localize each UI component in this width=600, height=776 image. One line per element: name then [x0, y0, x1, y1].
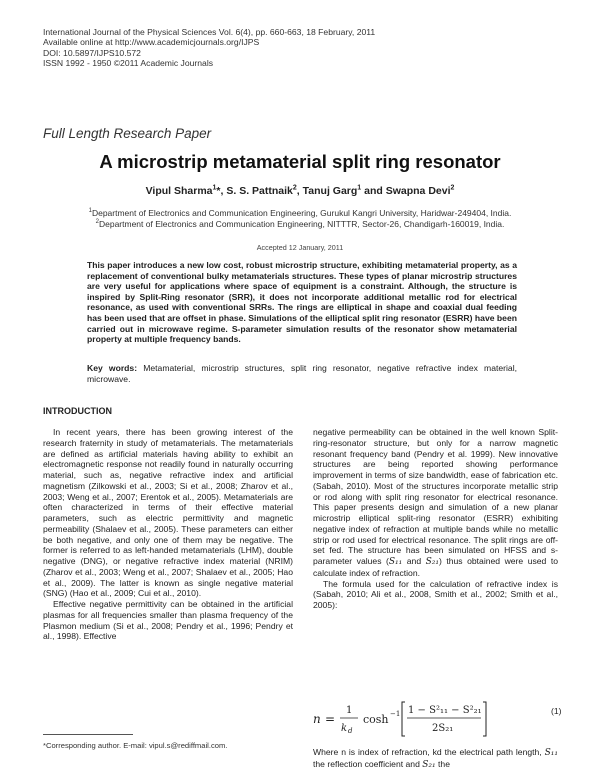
formula-one: 1 — [346, 705, 353, 716]
author-name: S. S. Pattnaik — [226, 185, 293, 197]
formula-denominator: 2S₂₁ — [432, 723, 454, 734]
s11-symbol: S₁₁ — [388, 557, 403, 567]
formula-right-bracket — [483, 702, 486, 736]
s21-symbol: S₂₁ — [422, 759, 436, 770]
paragraph: Effective negative permittivity can be obtained in the artificial plasmas for all frequencies smaller than plasma frequency of the Plasmon medium (Si et al., 2008; Pendry et al., 1996; Pendry et al., 1998). Effective — [43, 599, 293, 642]
author-affil-sup: 1 — [357, 184, 362, 192]
author-name: Tanuj Garg — [302, 185, 358, 197]
refractive-index-formula — [313, 696, 558, 740]
keywords-text: Metamaterial, microstrip structures, split ring resonator, negative refractive index material, microwave. — [87, 363, 518, 384]
formula-n: n — [313, 712, 321, 726]
author-name: Vipul Sharma — [145, 185, 213, 197]
s11-symbol: S₁₁ — [544, 748, 558, 758]
journal-url: Available online at http://www.academicjournals.org/IJPS — [43, 37, 260, 48]
corresponding-author-footnote: *Corresponding author. E-mail: vipul.s@rediffmail.com. — [43, 741, 228, 750]
keywords-label: Key words: — [87, 363, 138, 373]
paper-title: A microstrip metamaterial split ring resonator — [99, 151, 501, 172]
formula-equals: = — [325, 712, 336, 726]
footnote-rule — [43, 734, 133, 735]
paragraph: In recent years, there has been growing interest of the research fraternity in study of metamaterials. The metamaterials are defined as artificial materials having ability to exhibit an electromagnetic response not readily found in naturally occurring material, such as, negative refractive index and artificial magnetism (Zilkowski et al., 2003; Si et al., 2008; Zharov et al., 2003; Weng et al., 2007; Erentok et al., 2005). Metamaterials are often characterized in terms of their effective material parameters, such as electric permittivity and magnetic permeability (Shalaev et al., 2005). These parameters can either be both negative, and only one of them may be negative. The former is referred to as left-handed metamaterials (LHM), double negative (DNG), or negative refractive index material (NRIM) (Zharov et al., 2003; Weng et al., 2007; Shalaev et al., 2005; Hao et al., 2009). The latter is known as single negative material (SNG) (Hao et al., 2009; Cui et al., 2010). — [43, 427, 293, 599]
affiliation-2: $^2$Department of Electronics and Communication Engineering, NITTTR, Sector-26, Chandigarh-160019, India. — [95, 219, 505, 229]
author-affil-sup: 2 — [292, 184, 297, 192]
author-affil-sup: 1 — [212, 184, 217, 192]
formula-kd: k — [341, 723, 348, 734]
author-affil-sup: 2 — [450, 184, 455, 192]
affiliation-1: $^1$Department of Electronics and Communication Engineering, Gurukul Kangri University, Haridwar-249404, India. — [88, 208, 512, 218]
paragraph-after-formula: Where n is index of refraction, kd the electrical path length, S₁₁ the reflection coefficient and S₂₁ the — [313, 747, 558, 770]
equation-number: (1) — [551, 706, 562, 716]
section-heading: INTRODUCTION — [43, 406, 112, 416]
journal-citation: International Journal of the Physical Sciences Vol. 6(4), pp. 660-663, 18 February, 2011 — [43, 27, 376, 37]
formula-cosh: cosh — [363, 713, 389, 726]
journal-header — [43, 27, 375, 69]
formula-numerator: 1 − S²₁₁ − S²₂₁ — [408, 705, 482, 716]
left-column — [43, 427, 293, 642]
author-name: Swapna Devi — [385, 185, 451, 197]
author-list: Vipul Sharma$^1$*, S. S. Pattnaik$^2$, Tanuj Garg$^1$ and Swapna Devi$^2$ — [145, 184, 455, 197]
corresponding-star: * — [216, 185, 221, 197]
s21-symbol: S₂₁ — [425, 557, 439, 567]
right-column — [313, 427, 558, 611]
journal-doi: DOI: 10.5897/IJPS10.572 — [43, 47, 141, 58]
paragraph: The formula used for the calculation of refractive index is (Sabah, 2010; Ali et al., 2008, Smith et al., 2002; Smith et al., 2005): — [313, 578, 558, 610]
journal-issn: ISSN 1992 - 1950 ©2011 Academic Journals — [43, 58, 214, 69]
paragraph: negative permeability can be obtained in the well known Split-ring-resonator structure, but only for a narrow magnetic resonant frequency band (Pendry et al. 1999). New innovative structures are being reported showing performance improvement in terms of size bandwidth, ease of fabrication etc. (Sabah, 2010). Most of the structures incorporate metallic strip or rod along with split ring resonator for electrical resonance. This paper presents design and simulation of a new planar microstrip elliptical split-ring resonator (ESRR) exhibiting negative index of refraction at multiple bands while no metallic strip or rod used for electrical resonance. The split rings are off-set fed. The structure has been simulated on HFSS and s-parameter values (S₁₁ and S₂₁) thus obtained were used to calculate index of refraction. — [313, 427, 558, 578]
affiliations — [0, 208, 600, 230]
formula-left-bracket — [402, 702, 405, 736]
paper-type: Full Length Research Paper — [43, 126, 212, 141]
formula-kd-sub: d — [348, 727, 353, 735]
abstract: This paper introduces a new low cost, robust microstrip structure, exhibiting metamaterial property, as a replacement of conventional bulky metamaterials structures. These types of planar microstrip structures are very useful for applications where space of equipment is a constraint. Although, the structure is inspired by Split-Ring resonator (SRR), it does not incorporate additional metallic rod for electrical resonance, as used with conventional SRRs. The rings are elliptical in shape and coaxial dual feeding has been used that are offset in phase. Simulations of the elliptical split ring resonator (ESRR) have been carried out in microwave regime. S-parameter simulation results of the resonator show metamaterial property at multiple frequency bands. — [87, 260, 517, 345]
keywords — [87, 363, 517, 384]
accepted-date: Accepted 12 January, 2011 — [256, 243, 344, 252]
formula-inverse: −1 — [390, 710, 401, 718]
author-conjunction: and — [364, 185, 383, 197]
